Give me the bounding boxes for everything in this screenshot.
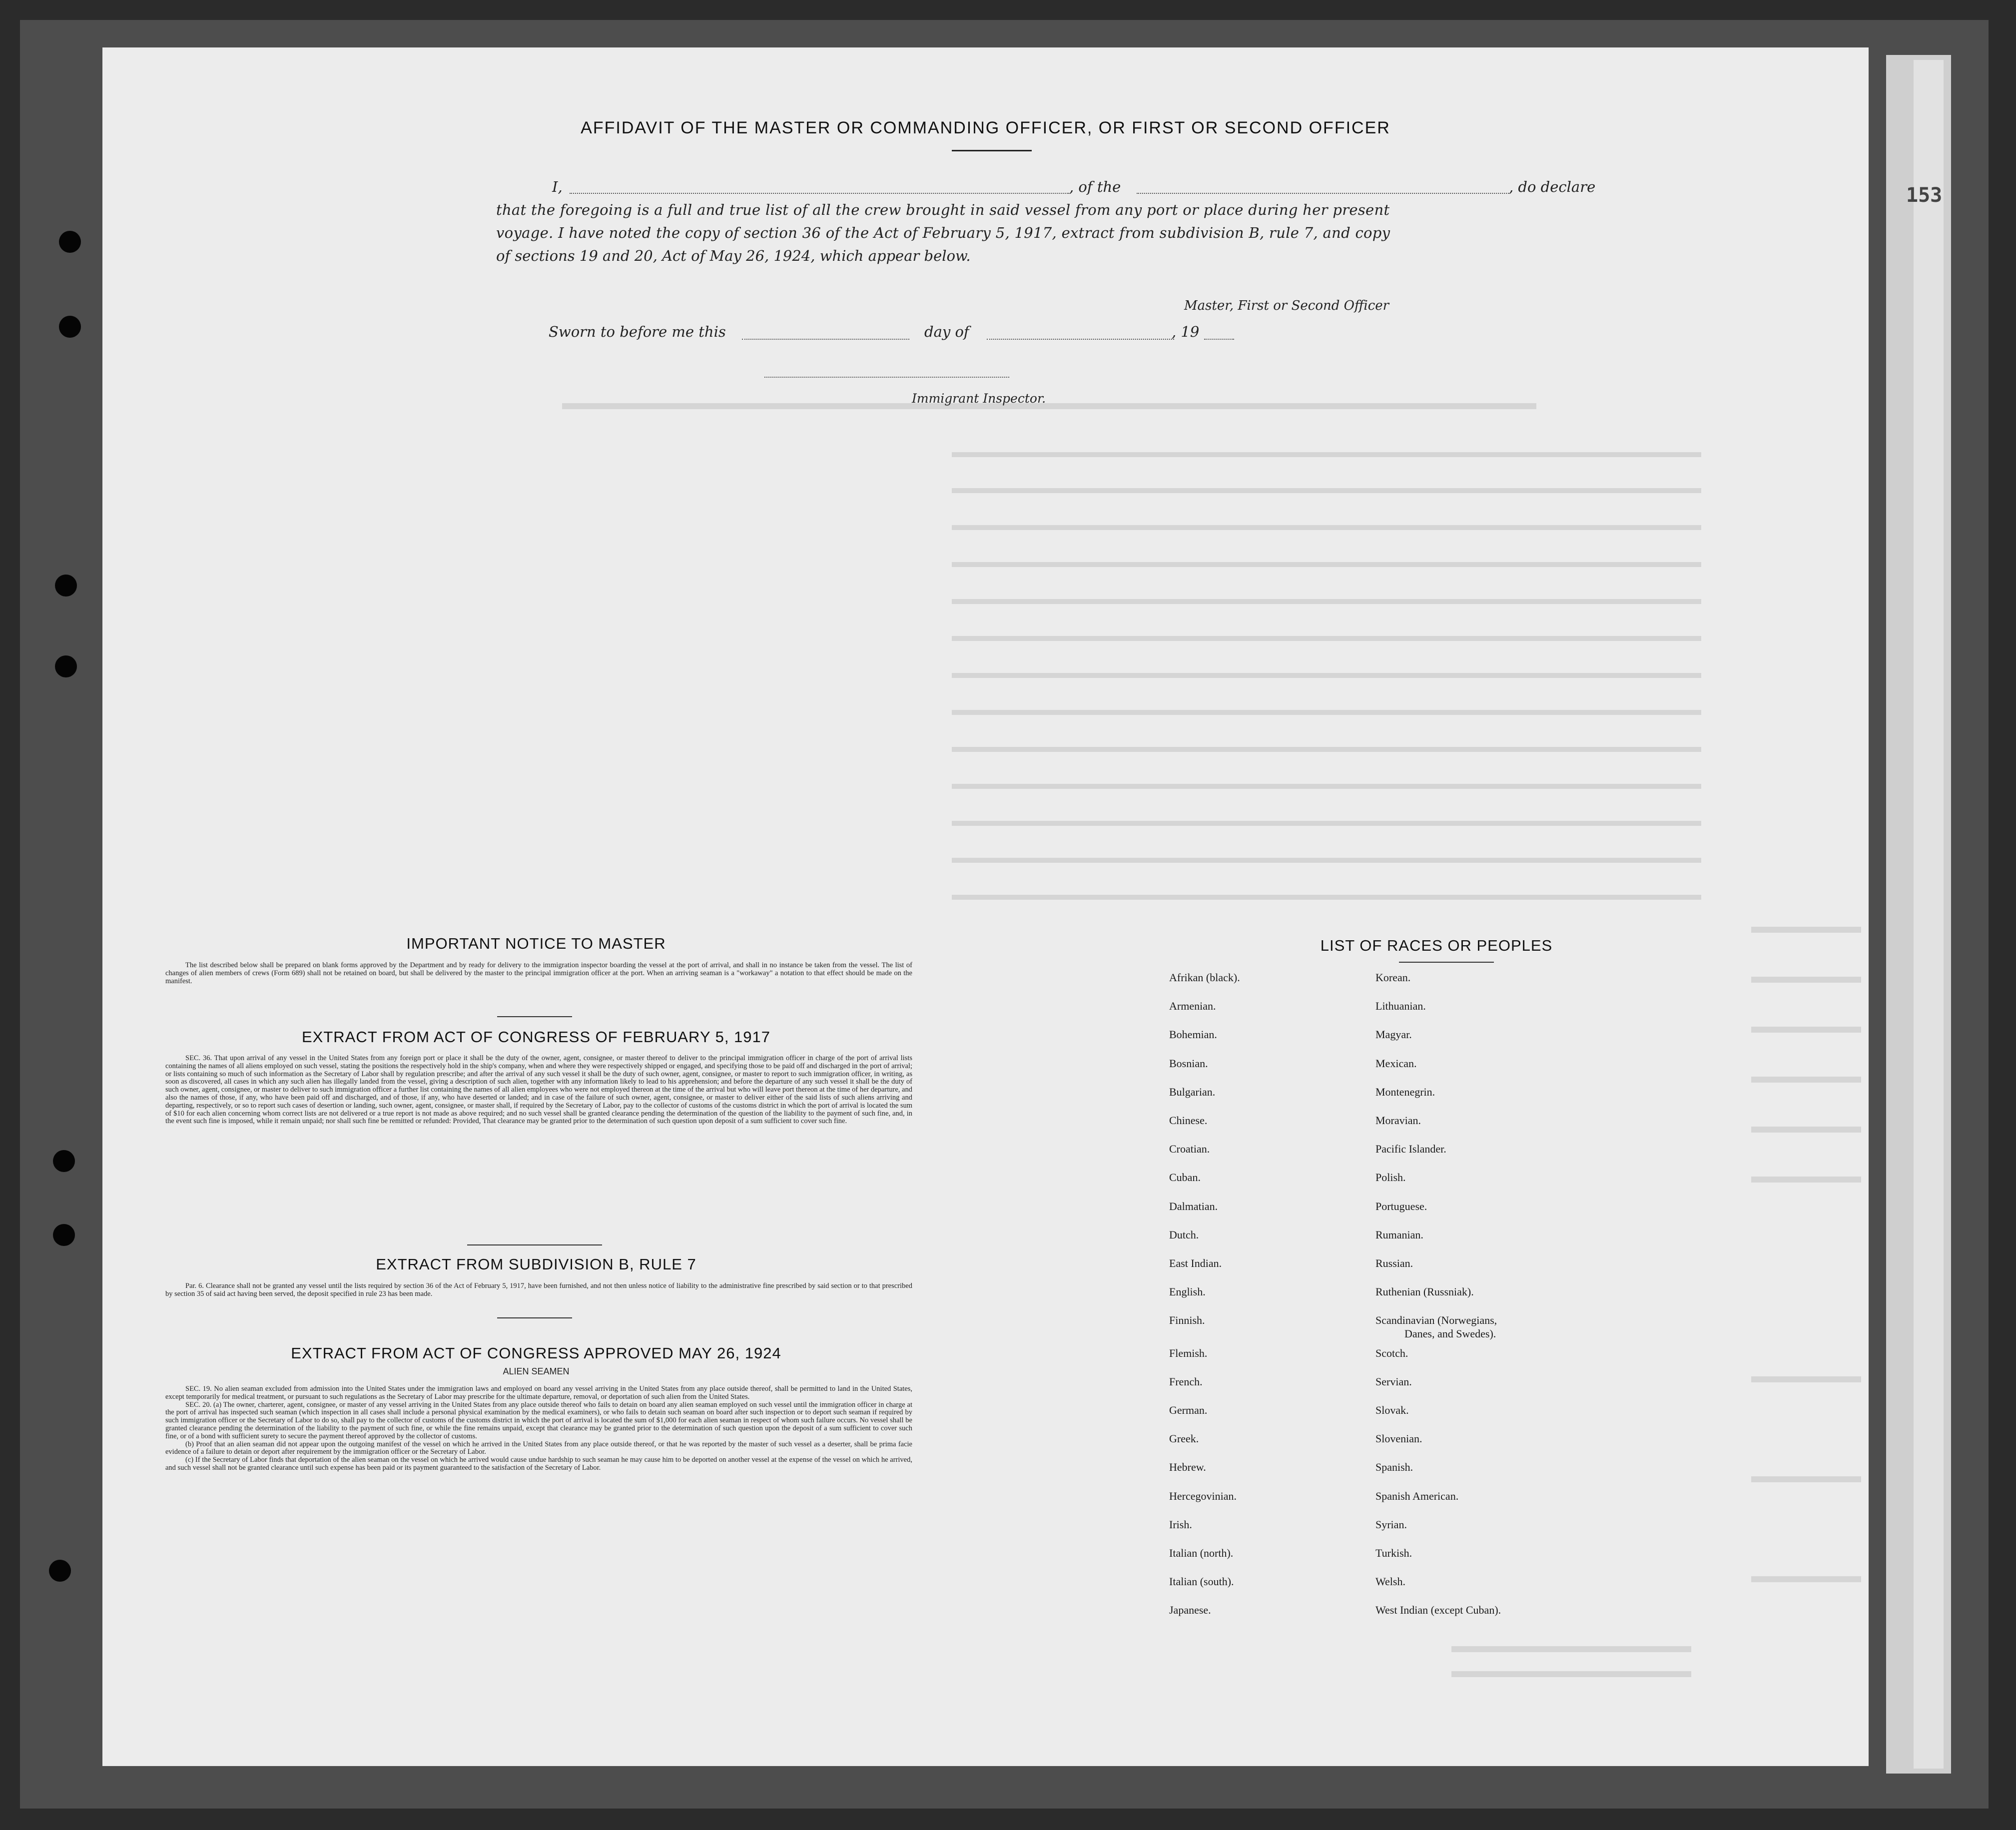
page-number: 153 <box>1906 184 1943 207</box>
race-item: Chinese. <box>1169 1114 1208 1127</box>
race-item: Russian. <box>1375 1257 1413 1269</box>
affidavit-line-3: voyage. I have noted the copy of section 36 of the Act of February 5, 1917, extract from subdivision B, rule 7, and copy <box>496 224 1390 241</box>
race-item: West Indian (except Cuban). <box>1375 1604 1501 1617</box>
race-item: Polish. <box>1375 1171 1406 1184</box>
rule-7-text: Par. 6. Clearance shall not be granted any vessel until the lists required by section 36 of the Act of February 5, 1917, have been furnished, and not then unless notice of liability to the administrative fine prescribed by said section or to that prescribed by section 35 of said act having been served, the deposit specified in rule 23 has been made. <box>165 1282 912 1298</box>
race-item: Bohemian. <box>1169 1028 1217 1041</box>
sec-20a-text: SEC. 20. (a) The owner, charterer, agent, consignee, or master of any vessel arriving in the United States from any place outside thereof who fails to detain on board any alien seaman employed on such vessel until the immigration officer in charge at the port of arrival has inspected such seaman (which inspection in all cases shall include a personal physical examination by the medical examiners), or who fails to detain such seaman on board after such inspection or to deport such seaman if required by such immigration officer or the Secretary of Labor to do so, shall pay to the collector of customs of the customs district in which the port of arrival is located the sum of $1,000 for each alien seaman in respect of whom such failure occurs. No vessel shall be granted clearance pending the determination of the liability to the payment of such fine, or while the fine remains unpaid, except that clearance may be granted prior to the determination of such question upon the deposit of a sum sufficient to cover such fine, or of a bond with sufficient surety to secure the payment thereof approved by the collector of customs. <box>165 1400 912 1440</box>
sworn-prefix: Sworn to before me this <box>549 323 726 340</box>
notice-title: IMPORTANT NOTICE TO MASTER <box>406 935 666 952</box>
document-page <box>102 47 1869 1766</box>
race-item: Turkish. <box>1375 1547 1412 1559</box>
races-divider <box>1399 962 1494 963</box>
notice-text: The list described below shall be prepared on blank forms approved by the Department and by ready for delivery to the immigration inspector boarding the vessel at the port of arrival, and shall in no instance be taken from the vessel. The list of changes of alien members of crews (Form 689) shall not be retained on board, but shall be delivered by the master to the principal immigration officer at the port. When an arriving seaman is a "workaway" a notation to that effect should be made on the manifest. <box>165 961 912 985</box>
race-item: Montenegrin. <box>1375 1085 1435 1098</box>
race-item: Japanese. <box>1169 1604 1211 1617</box>
adjacent-page-edge-inner <box>1914 60 1944 1769</box>
binder-hole <box>53 1224 75 1246</box>
race-item: Rumanian. <box>1375 1228 1423 1241</box>
race-item: Dalmatian. <box>1169 1200 1218 1213</box>
race-item: Cuban. <box>1169 1171 1201 1184</box>
race-item: Ruthenian (Russniak). <box>1375 1285 1474 1298</box>
sec-19-text: SEC. 19. No alien seaman excluded from admission into the United States under the immigration laws and employed on board any vessel arriving in the United States from any place outside thereof, shall be permitted to land in the United States, except temporarily for medical treatment, or pursuant to such regulations as the Secretary of Labor may prescribe for the ultimate departure, removal, or deportation of such alien from the United States. <box>165 1385 912 1401</box>
race-item: Italian (north). <box>1169 1547 1234 1559</box>
race-item: Moravian. <box>1375 1114 1421 1127</box>
race-item: Slovak. <box>1375 1404 1409 1416</box>
inspector-signature-blank[interactable] <box>764 376 1009 378</box>
affidavit-line-4: of sections 19 and 20, Act of May 26, 1924, which appear below. <box>496 247 971 264</box>
section-divider <box>467 1244 602 1245</box>
race-item: Hebrew. <box>1169 1461 1206 1474</box>
extract-1924-body <box>165 1385 912 1472</box>
race-item: Irish. <box>1169 1518 1192 1531</box>
sec-20c-text: (c) If the Secretary of Labor finds that deportation of the alien seaman on the vessel on which he arrived would cause undue hardship to such seaman he may cause him to be deported on another vessel at the expense of the vessel on which he arrived, and such vessel shall not be granted clearance until such expense has been paid or its payment guaranteed to the satisfaction of the Secretary of Labor. <box>165 1456 912 1472</box>
race-item: East Indian. <box>1169 1257 1222 1269</box>
extract-1924-title: EXTRACT FROM ACT OF CONGRESS APPROVED MAY 26, 1924 <box>291 1344 781 1362</box>
race-item: Bulgarian. <box>1169 1085 1216 1098</box>
title-divider <box>952 150 1032 151</box>
race-item-continuation: Danes, and Swedes). <box>1404 1327 1496 1340</box>
vessel-name-blank[interactable] <box>1137 192 1509 194</box>
race-item: Flemish. <box>1169 1346 1208 1359</box>
race-item: Armenian. <box>1169 1000 1216 1013</box>
extract-rule7-title: EXTRACT FROM SUBDIVISION B, RULE 7 <box>376 1255 696 1273</box>
affidavit-line-2: that the foregoing is a full and true list of all the crew brought in said vessel from any port or place during her present <box>496 201 1390 218</box>
master-name-blank[interactable] <box>570 192 1069 194</box>
affidavit-title: AFFIDAVIT OF THE MASTER OR COMMANDING OFFICER, OR FIRST OR SECOND OFFICER <box>581 118 1390 137</box>
notice-body <box>165 962 912 985</box>
race-item: Scandinavian (Norwegians, <box>1375 1314 1497 1327</box>
sec-36-text: SEC. 36. That upon arrival of any vessel in the United States from any foreign port or place it shall be the duty of the owner, agent, consignee, or master thereof to deliver to the principal immigration officer in charge of the port of arrival lists containing the names of all aliens employed on such vessel, stating the positions the respectively hold in the ship's company, when and where they were respectively shipped or engaged, and specifying those to be paid off and discharged in the port of arrival; or lists containing so much of such information as the Secretary of Labor shall by regulation prescribe; and after the arrival of any such vessel it shall be the duty of such owner, agent, consignee, or master to report to such immigration officer, in writing, as soon as discovered, all cases in which any such alien has illegally landed from the vessel, giving a description of such alien, together with any information likely to lead to his apprehension; and before the departure of any such vessel it shall be the duty of such owner, agent, consignee, or master to deliver to such immigration officer a further list containing the names of all alien employees who were not employed thereon at the time of the arrival but who will leave port thereon at the time of her departure, and also the names of those, if any, who have been paid off and discharged, and of those, if any, who have deserted or landed; and in case of the failure of such owner, agent, consignee, or master to deliver either of the said lists of such aliens arriving and departing, respectively, or so to report such cases of desertion or landing, such owner, agent, consignee, or master shall, if required by the Secretary of Labor, pay to the collector of customs of the customs district in which the port of arrival is located the sum of $10 for each alien concerning whom correct lists are not delivered or a true report is not made as above required; and no such vessel shall be granted clearance pending the determination of the question of the liability to the payment of such fine, and, in the event such fine is imposed, while it remain unpaid; nor shall such fine be remitted or refunded: Provided, That clearance may be granted prior to the determination of such question upon deposit of a sum sufficient to cover such fine. <box>165 1054 912 1126</box>
affidavit-i: I, <box>552 178 563 195</box>
race-item: Finnish. <box>1169 1314 1205 1327</box>
sworn-month-blank[interactable] <box>987 338 1174 340</box>
race-item: Afrikan (black). <box>1169 971 1240 984</box>
sec-20b-text: (b) Proof that an alien seaman did not appear upon the outgoing manifest of the vessel on which he arrived in the United States from any place outside thereof, or that he was reported by the master of such vessel as a deserter, shall be prima facie evidence of a failure to detain or deport after requirement by the immigration officer or the Secretary of Labor. <box>165 1440 912 1456</box>
section-divider <box>497 1016 572 1017</box>
races-right-column <box>1375 972 1675 1671</box>
extract-rule7-body <box>165 1282 912 1298</box>
race-item: English. <box>1169 1285 1206 1298</box>
extract-1917-body <box>165 1055 912 1126</box>
race-item: Servian. <box>1375 1375 1412 1388</box>
binder-hole <box>59 316 81 338</box>
master-signature-label: Master, First or Second Officer <box>1184 298 1389 313</box>
race-item: Bosnian. <box>1169 1057 1208 1070</box>
race-item: Scotch. <box>1375 1346 1408 1359</box>
races-title: LIST OF RACES OR PEOPLES <box>1320 937 1553 954</box>
race-item: Pacific Islander. <box>1375 1143 1446 1156</box>
race-item: German. <box>1169 1404 1208 1416</box>
race-item: Spanish American. <box>1375 1489 1459 1502</box>
affidavit-do-declare: , do declare <box>1509 178 1596 195</box>
sworn-year: , 19 <box>1172 323 1200 340</box>
race-item: Spanish. <box>1375 1461 1413 1474</box>
inspector-label: Immigrant Inspector. <box>912 391 1046 406</box>
race-item: French. <box>1169 1375 1203 1388</box>
binder-hole <box>49 1560 71 1582</box>
binder-hole <box>55 655 77 677</box>
affidavit-of-the: , of the <box>1069 178 1121 195</box>
alien-seamen-subtitle: ALIEN SEAMEN <box>503 1366 570 1376</box>
race-item: Magyar. <box>1375 1028 1412 1041</box>
race-item: Hercegovinian. <box>1169 1489 1237 1502</box>
race-item: Portuguese. <box>1375 1200 1427 1213</box>
sworn-year-blank[interactable] <box>1204 338 1234 340</box>
sworn-day-blank[interactable] <box>742 338 909 340</box>
race-item: Syrian. <box>1375 1518 1407 1531</box>
binder-hole <box>55 575 77 597</box>
race-item: Greek. <box>1169 1432 1199 1445</box>
race-item: Mexican. <box>1375 1057 1417 1070</box>
race-item: Korean. <box>1375 971 1411 984</box>
binder-hole <box>53 1150 75 1172</box>
race-item: Lithuanian. <box>1375 1000 1426 1013</box>
race-item: Welsh. <box>1375 1575 1405 1588</box>
race-item: Italian (south). <box>1169 1575 1234 1588</box>
extract-1917-title: EXTRACT FROM ACT OF CONGRESS OF FEBRUARY 5, 1917 <box>301 1028 771 1046</box>
race-item: Croatian. <box>1169 1143 1210 1156</box>
race-item: Slovenian. <box>1375 1432 1422 1445</box>
sworn-day-of: day of <box>924 323 969 340</box>
races-left-column <box>1169 972 1369 1671</box>
section-divider <box>497 1317 572 1318</box>
binder-hole <box>59 231 81 253</box>
race-item: Dutch. <box>1169 1228 1199 1241</box>
